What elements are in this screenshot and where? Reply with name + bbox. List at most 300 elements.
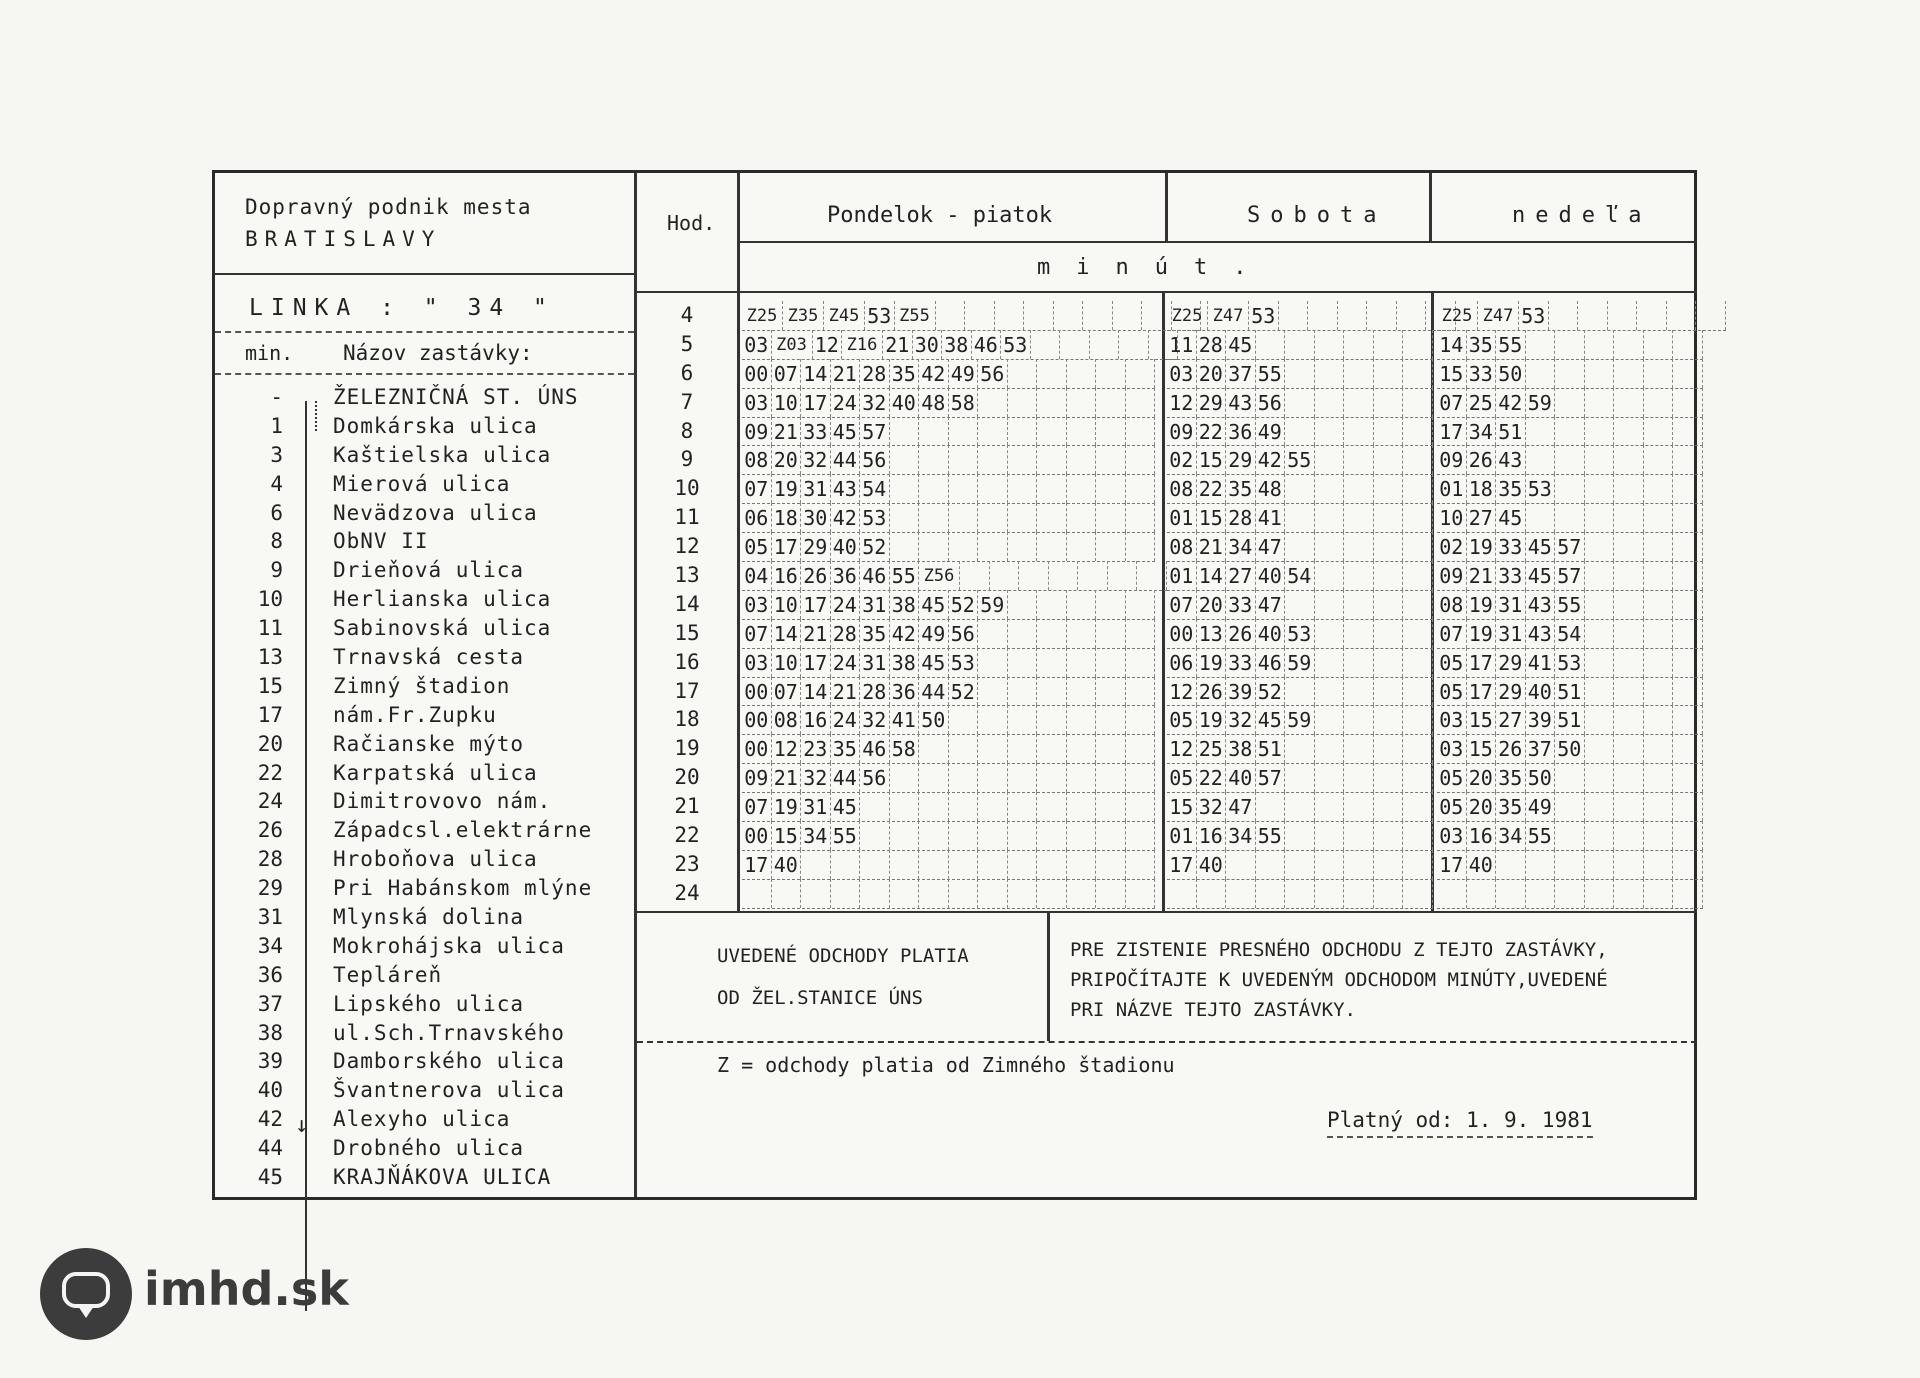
- departure-minute: [978, 619, 1008, 648]
- stop-minutes: 39: [257, 1049, 283, 1074]
- departure-minute: [1008, 792, 1038, 821]
- departure-minute: [860, 879, 890, 908]
- departure-minute: [1585, 734, 1615, 763]
- departure-minute: 42: [1496, 388, 1526, 417]
- departure-minute: [1644, 503, 1674, 532]
- departure-minute: 53: [1526, 474, 1556, 503]
- departure-minute: [1644, 590, 1674, 619]
- departure-minute: [1037, 879, 1067, 908]
- departure-minute: 35: [1226, 474, 1256, 503]
- company-line1: Dopravný podnik mesta: [245, 195, 532, 219]
- weekday-departures: [742, 445, 1155, 475]
- weekday-departures: [742, 705, 1155, 735]
- departure-minute: [1614, 879, 1644, 908]
- departure-minute: [1673, 792, 1703, 821]
- hour-row: [637, 359, 1697, 388]
- stop-row: [215, 761, 634, 790]
- company-line2: BRATISLAVY: [245, 227, 442, 251]
- departure-minute: [1067, 821, 1097, 850]
- divider: [215, 373, 634, 375]
- departure-minute: [1496, 850, 1526, 879]
- stop-row: [215, 1136, 634, 1165]
- departure-minute: 46: [860, 734, 890, 763]
- departure-minute: [1285, 417, 1315, 446]
- stop-name: ul.Sch.Trnavského: [333, 1020, 565, 1045]
- departure-minute: [978, 532, 1008, 561]
- stop-row: [215, 385, 634, 414]
- departure-minute: 07: [1167, 590, 1197, 619]
- departure-minute: [1067, 503, 1097, 532]
- departure-minute: 15: [1467, 705, 1497, 734]
- departure-minute: [1315, 619, 1345, 648]
- hour-row: [637, 619, 1697, 648]
- saturday-departures: [1167, 850, 1433, 880]
- departure-minute: 07: [742, 619, 772, 648]
- departure-minute: 15: [772, 821, 802, 850]
- departure-minute: 15: [1197, 445, 1227, 474]
- departure-minute: 56: [860, 763, 890, 792]
- departure-minute: [1673, 734, 1703, 763]
- departure-minute: 59: [1526, 388, 1556, 417]
- departure-minute: 35: [890, 359, 920, 388]
- stop-row: [215, 876, 634, 905]
- divider: [637, 291, 1697, 293]
- stop-minutes: 8: [270, 529, 283, 554]
- departure-minute: [1644, 850, 1674, 879]
- departure-minute: [1067, 677, 1097, 706]
- departure-minute: 01: [1167, 821, 1197, 850]
- departure-minute: 42: [831, 503, 861, 532]
- departure-minute: 35: [1496, 763, 1526, 792]
- stop-name: Mokrohájska ulica: [333, 933, 565, 958]
- departure-minute: 46: [860, 561, 890, 590]
- sunday-departures: [1437, 792, 1703, 822]
- departure-minute: [1403, 503, 1433, 532]
- departure-minute: 55: [1496, 330, 1526, 359]
- departure-minute: 43: [1526, 590, 1556, 619]
- departure-minute: [919, 821, 949, 850]
- stop-row: [215, 992, 634, 1021]
- departure-minute: [1549, 301, 1579, 330]
- departure-minute: 08: [1167, 474, 1197, 503]
- departure-minute: [1067, 532, 1097, 561]
- departure-minute: [1037, 792, 1067, 821]
- departure-minute: [1315, 503, 1345, 532]
- departure-minute: [1126, 474, 1156, 503]
- departure-minute: [1096, 619, 1126, 648]
- departure-minute: [1008, 359, 1038, 388]
- departure-minute: 33: [1496, 561, 1526, 590]
- departure-minute: 52: [1256, 677, 1286, 706]
- departure-minute: 44: [831, 763, 861, 792]
- departure-minute: 21: [831, 359, 861, 388]
- departure-minute: [1315, 417, 1345, 446]
- departure-minute: 31: [1496, 619, 1526, 648]
- departure-minute: [1555, 474, 1585, 503]
- departure-minute: 47: [1256, 532, 1286, 561]
- departure-minute: 33: [1226, 590, 1256, 619]
- departure-minute: 35: [860, 619, 890, 648]
- hour-label: 9: [680, 447, 694, 472]
- departure-minute: [1403, 879, 1433, 908]
- departure-minute: 14: [1197, 561, 1227, 590]
- bus-pin-icon[interactable]: [40, 1248, 132, 1340]
- stop-name: nám.Fr.Zupku: [333, 702, 497, 727]
- departure-minute: 52: [860, 532, 890, 561]
- departure-minute: [890, 445, 920, 474]
- departure-minute: 23: [801, 734, 831, 763]
- departure-minute: 03: [1437, 821, 1467, 850]
- departure-minute: [890, 763, 920, 792]
- departure-minute: [1585, 821, 1615, 850]
- departure-minute: 03: [1437, 705, 1467, 734]
- departure-minute: [1585, 561, 1615, 590]
- saturday-header: Sobota: [1247, 203, 1387, 228]
- stop-minutes: 31: [257, 905, 283, 930]
- departure-minute: [1673, 677, 1703, 706]
- departure-minute: 03: [1167, 359, 1197, 388]
- departure-minute: 57: [1256, 763, 1286, 792]
- divider: [215, 273, 634, 275]
- sunday-departures: [1437, 821, 1703, 851]
- departure-minute: 40: [1256, 619, 1286, 648]
- departure-minute: 54: [1285, 561, 1315, 590]
- departure-minute: [1374, 417, 1404, 446]
- sunday-departures: [1437, 359, 1703, 389]
- departure-minute: 16: [1467, 821, 1497, 850]
- departure-minute: Z25: [742, 301, 783, 330]
- sunday-departures: [1437, 503, 1703, 533]
- departure-minute: [1644, 821, 1674, 850]
- stop-minutes: 24: [257, 789, 283, 814]
- stop-name: Domkárska ulica: [333, 413, 538, 438]
- sunday-departures: [1437, 532, 1703, 562]
- departure-minute: 35: [1496, 792, 1526, 821]
- brand-name[interactable]: imhd.sk: [144, 1262, 349, 1316]
- departure-minute: 40: [1197, 850, 1227, 879]
- stop-minutes: 45: [257, 1165, 283, 1190]
- departure-minute: [1167, 879, 1197, 908]
- departure-minute: [1226, 879, 1256, 908]
- departure-minute: [1078, 561, 1108, 590]
- departure-minute: Z35: [783, 301, 824, 330]
- saturday-departures: [1167, 474, 1433, 504]
- note-line: PRIPOČÍTAJTE K UVEDENÝM ODCHODOM MINÚTY,UVEDENÉ: [1070, 969, 1608, 991]
- weekday-departures: [742, 677, 1155, 707]
- departure-minute: [1696, 301, 1726, 330]
- departure-minute: 56: [978, 359, 1008, 388]
- departure-minute: 49: [1256, 417, 1286, 446]
- stop-minutes: 29: [257, 876, 283, 901]
- stop-name: Račianske mýto: [333, 731, 525, 756]
- saturday-departures: [1167, 763, 1433, 793]
- departure-minute: [1008, 590, 1038, 619]
- departure-minute: [1644, 879, 1674, 908]
- stop-row: [215, 443, 634, 472]
- departure-minute: 07: [772, 359, 802, 388]
- hour-row: [637, 474, 1697, 503]
- departure-minute: [1108, 561, 1138, 590]
- note-line: PRE ZISTENIE PRESNÉHO ODCHODU Z TEJTO ZASTÁVKY,: [1070, 939, 1608, 961]
- departure-minute: 33: [801, 417, 831, 446]
- departure-minute: 05: [1437, 792, 1467, 821]
- departure-minute: [978, 850, 1008, 879]
- departure-minute: [1614, 445, 1644, 474]
- departure-minute: [1374, 705, 1404, 734]
- departure-minute: 50: [1555, 734, 1585, 763]
- departure-minute: [1374, 474, 1404, 503]
- stop-row: [215, 1107, 634, 1136]
- departure-minute: 54: [860, 474, 890, 503]
- stop-name: ObNV II: [333, 529, 429, 554]
- departure-minute: 36: [1226, 417, 1256, 446]
- departure-minute: [919, 445, 949, 474]
- departure-minute: [1008, 417, 1038, 446]
- departure-minute: [890, 532, 920, 561]
- departure-minute: [1673, 359, 1703, 388]
- departure-minute: [978, 417, 1008, 446]
- hour-label: 11: [674, 505, 700, 530]
- timetable-sheet: [212, 170, 1697, 1200]
- departure-minute: [949, 445, 979, 474]
- departure-minute: [1585, 590, 1615, 619]
- departure-minute: [1374, 359, 1404, 388]
- departure-minute: 20: [1197, 359, 1227, 388]
- departure-minute: 25: [1197, 734, 1227, 763]
- departure-minute: [1644, 359, 1674, 388]
- stop-name: Mlynská dolina: [333, 905, 525, 930]
- departure-minute: 28: [1197, 330, 1227, 359]
- departure-minute: [1585, 330, 1615, 359]
- stop-minutes: 22: [257, 760, 283, 785]
- weekday-departures: [742, 821, 1155, 851]
- departure-minute: 36: [831, 561, 861, 590]
- departure-minute: 57: [1555, 561, 1585, 590]
- departure-minute: [1374, 879, 1404, 908]
- departure-minute: [890, 474, 920, 503]
- departure-minute: [995, 301, 1025, 330]
- weekday-departures: [742, 879, 1155, 909]
- stop-name: Drieňová ulica: [333, 558, 525, 583]
- departure-minute: [1285, 792, 1315, 821]
- departure-minute: 46: [972, 330, 1002, 359]
- departure-minute: 51: [1496, 417, 1526, 446]
- departure-minute: [1008, 532, 1038, 561]
- saturday-departures: [1167, 792, 1433, 822]
- hour-label: 18: [674, 707, 700, 732]
- departure-minute: [1285, 388, 1315, 417]
- departure-minute: [1344, 503, 1374, 532]
- departure-minute: 21: [1197, 532, 1227, 561]
- departure-minute: [960, 561, 990, 590]
- sunday-departures: [1437, 445, 1703, 475]
- departure-minute: [1315, 474, 1345, 503]
- departure-minute: [1673, 532, 1703, 561]
- departure-minute: [1315, 359, 1345, 388]
- departure-minute: 56: [949, 619, 979, 648]
- departure-minute: [1644, 734, 1674, 763]
- departure-minute: [1285, 532, 1315, 561]
- departure-minute: 19: [772, 474, 802, 503]
- departure-minute: [1126, 445, 1156, 474]
- departure-minute: [1344, 792, 1374, 821]
- departure-minute: 40: [772, 850, 802, 879]
- logo-shape: [62, 1272, 110, 1308]
- departure-minute: [1126, 417, 1156, 446]
- departure-minute: 38: [1226, 734, 1256, 763]
- departure-minute: [1344, 648, 1374, 677]
- departure-minute: [1585, 677, 1615, 706]
- departure-minute: [890, 503, 920, 532]
- departure-minute: [1608, 301, 1638, 330]
- departure-minute: [1614, 417, 1644, 446]
- departure-minute: 01: [1437, 474, 1467, 503]
- departure-minute: 55: [890, 561, 920, 590]
- stop-minutes: 28: [257, 847, 283, 872]
- minutes-label: minút.: [1037, 255, 1273, 280]
- weekday-departures: [742, 734, 1155, 764]
- departure-minute: [1315, 677, 1345, 706]
- departure-minute: [1585, 474, 1615, 503]
- departure-minute: [1374, 850, 1404, 879]
- note-line: OD ŽEL.STANICE ÚNS: [717, 987, 923, 1009]
- departure-minute: [1008, 445, 1038, 474]
- departure-minute: [1667, 301, 1697, 330]
- departure-minute: [1113, 301, 1143, 330]
- departure-minute: [1673, 561, 1703, 590]
- departure-minute: 20: [1467, 792, 1497, 821]
- departure-minute: [860, 821, 890, 850]
- departure-minute: 33: [1467, 359, 1497, 388]
- departure-minute: 12: [772, 734, 802, 763]
- departure-minute: 53: [1555, 648, 1585, 677]
- departure-minute: [1555, 445, 1585, 474]
- stop-minutes: 1: [270, 413, 283, 438]
- departure-minute: 05: [1167, 705, 1197, 734]
- departure-minute: [1585, 648, 1615, 677]
- departure-minute: 17: [1437, 850, 1467, 879]
- stop-name: Západcsl.elektrárne: [333, 818, 593, 843]
- timetable-panel: [637, 173, 1694, 1197]
- hour-label: 14: [674, 591, 700, 616]
- departure-minute: 07: [742, 474, 772, 503]
- departure-minute: 03: [742, 330, 772, 359]
- weekday-departures: [742, 792, 1155, 822]
- departures-grid: [637, 301, 1697, 908]
- departure-minute: [1096, 879, 1126, 908]
- stop-name: Tepláreň: [333, 962, 443, 987]
- departure-minute: 27: [1226, 561, 1256, 590]
- stop-name: KRAJŇÁKOVA ULICA: [333, 1165, 552, 1190]
- saturday-departures: [1167, 619, 1433, 649]
- hour-row: [637, 879, 1697, 908]
- departure-minute: 14: [1437, 330, 1467, 359]
- departure-minute: [1049, 561, 1079, 590]
- departure-minute: [978, 879, 1008, 908]
- departure-minute: 29: [1197, 388, 1227, 417]
- departure-minute: 17: [1467, 677, 1497, 706]
- stop-name: Trnavská cesta: [333, 645, 525, 670]
- departure-minute: [1037, 648, 1067, 677]
- departure-minute: 34: [1496, 821, 1526, 850]
- stop-name: Pri Habánskom mlýne: [333, 876, 593, 901]
- departure-minute: 10: [1437, 503, 1467, 532]
- departure-minute: 55: [1256, 821, 1286, 850]
- departure-minute: 41: [1526, 648, 1556, 677]
- departure-minute: [1403, 850, 1433, 879]
- departure-minute: [1344, 879, 1374, 908]
- departure-minute: [1644, 792, 1674, 821]
- hour-row: [637, 445, 1697, 474]
- departure-minute: 28: [860, 677, 890, 706]
- departure-minute: 28: [831, 619, 861, 648]
- departure-minute: [1437, 879, 1467, 908]
- departure-minute: [949, 532, 979, 561]
- departure-minute: [1526, 330, 1556, 359]
- departure-minute: 45: [919, 648, 949, 677]
- departure-minute: 40: [1256, 561, 1286, 590]
- departure-minute: 56: [1256, 388, 1286, 417]
- departure-minute: 06: [1167, 648, 1197, 677]
- stop-minutes: 40: [257, 1078, 283, 1103]
- departure-minute: [919, 417, 949, 446]
- departure-minute: 34: [1467, 417, 1497, 446]
- saturday-departures: [1167, 821, 1433, 851]
- departure-minute: 19: [1197, 705, 1227, 734]
- departure-minute: 55: [1555, 590, 1585, 619]
- departure-minute: [1096, 590, 1126, 619]
- logo-shape: [78, 1306, 94, 1318]
- departure-minute: [1403, 445, 1433, 474]
- departure-minute: 53: [1249, 301, 1279, 330]
- stop-name: Dimitrovovo nám.: [333, 789, 552, 814]
- departure-minute: [1096, 503, 1126, 532]
- departure-minute: 38: [942, 330, 972, 359]
- departure-minute: [1403, 359, 1433, 388]
- departure-minute: 49: [1526, 792, 1556, 821]
- departure-minute: [1137, 561, 1167, 590]
- departure-minute: [1614, 821, 1644, 850]
- departure-minute: 51: [1555, 705, 1585, 734]
- departure-minute: [1315, 821, 1345, 850]
- stop-name: Kaštielska ulica: [333, 442, 552, 467]
- departure-minute: 42: [890, 619, 920, 648]
- departure-minute: [1555, 821, 1585, 850]
- departure-minute: 45: [1496, 503, 1526, 532]
- departure-minute: 16: [801, 705, 831, 734]
- departure-minute: [1090, 330, 1120, 359]
- departure-minute: [1344, 821, 1374, 850]
- departure-minute: [1126, 879, 1156, 908]
- stop-row: [215, 587, 634, 616]
- arrow-down-icon: ↓: [295, 1113, 309, 1138]
- departure-minute: 35: [1467, 330, 1497, 359]
- departure-minute: [1008, 388, 1038, 417]
- legend: Z = odchody platia od Zimného štadionu: [717, 1053, 1175, 1077]
- departure-minute: [1126, 503, 1156, 532]
- departure-minute: 05: [1437, 648, 1467, 677]
- departure-minute: [1585, 445, 1615, 474]
- departure-minute: 56: [860, 445, 890, 474]
- departure-minute: [1126, 705, 1156, 734]
- saturday-departures: [1167, 879, 1433, 909]
- departure-minute: [1126, 359, 1156, 388]
- stop-minutes: 26: [257, 818, 283, 843]
- departure-minute: [1555, 879, 1585, 908]
- valid-from: Platný od: 1. 9. 1981: [1327, 1108, 1593, 1138]
- departure-minute: 47: [1226, 792, 1256, 821]
- departure-minute: 44: [831, 445, 861, 474]
